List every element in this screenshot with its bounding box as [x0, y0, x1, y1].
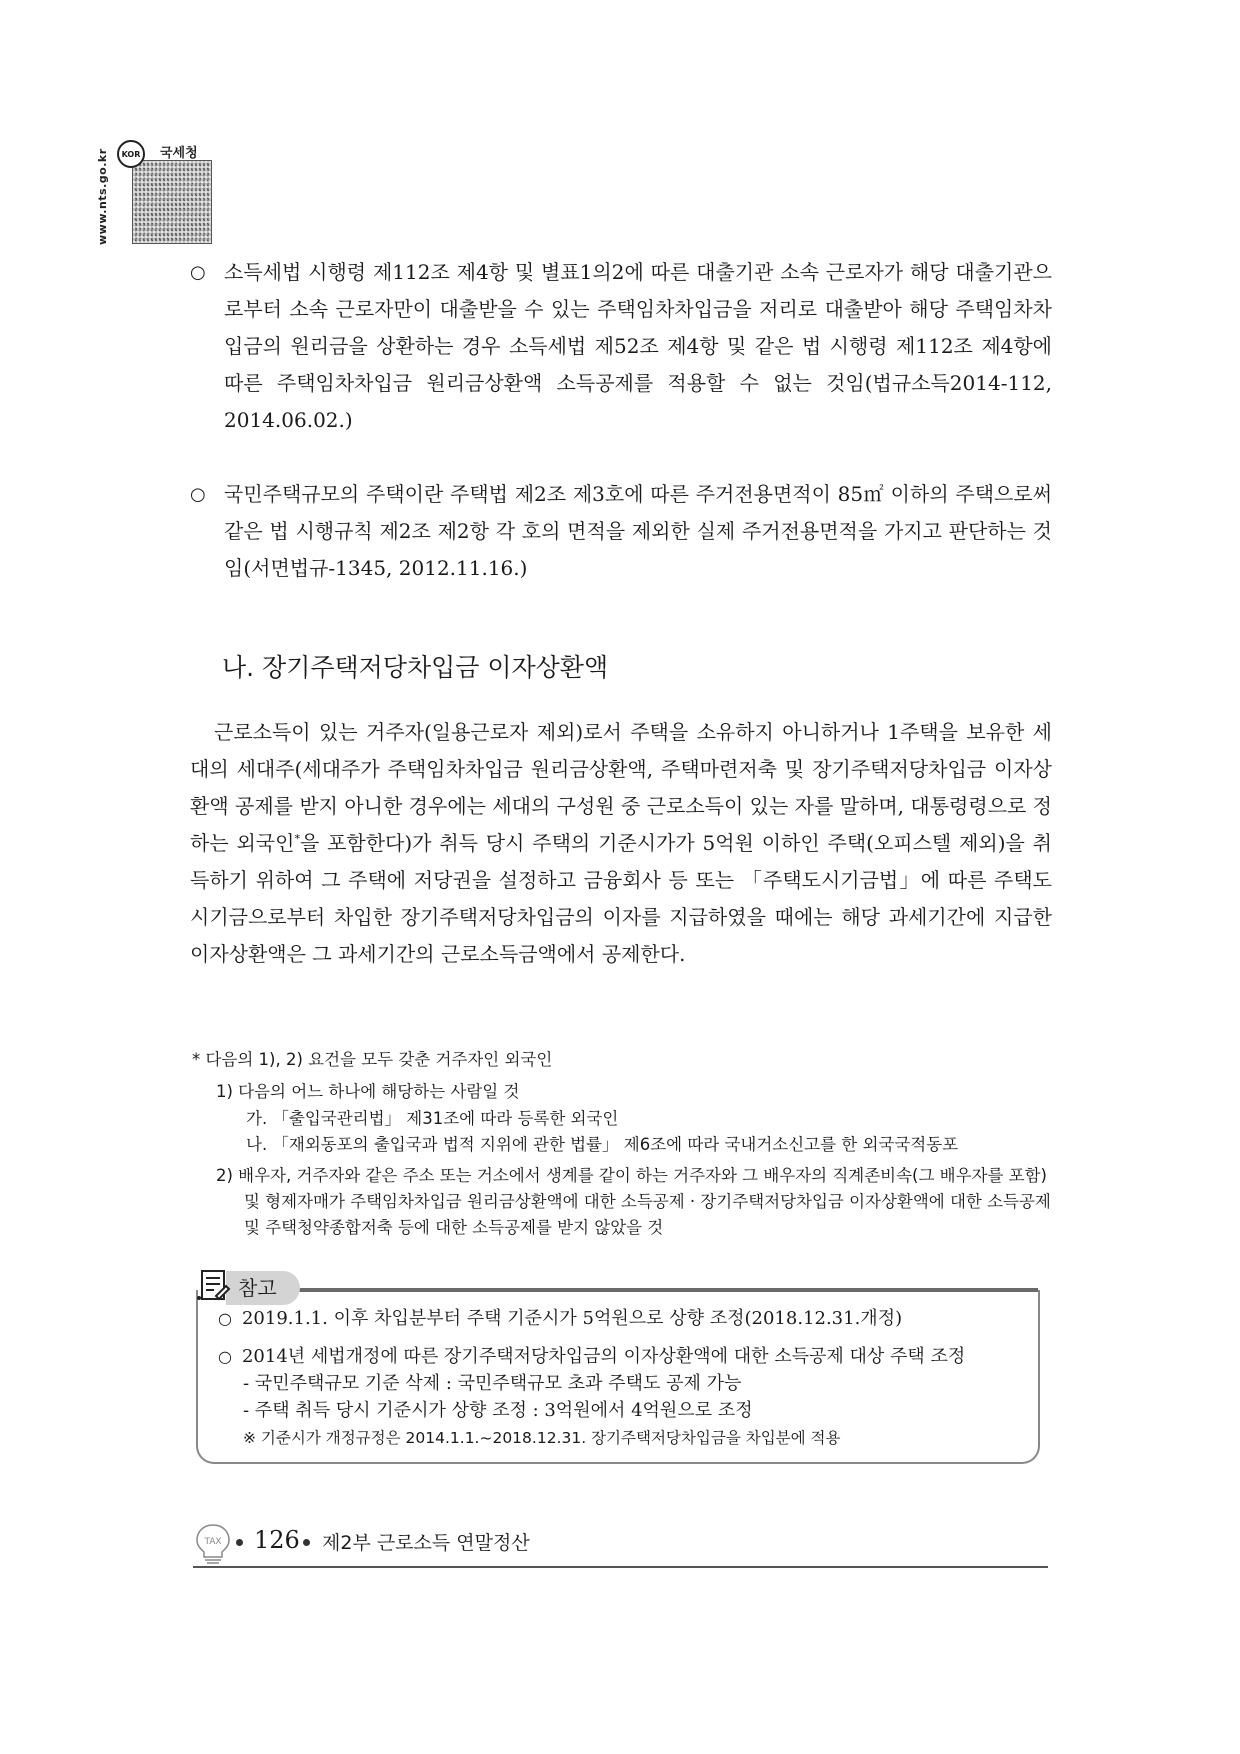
- note-icon: [196, 1268, 232, 1304]
- reference-dash-1: - 국민주택규모 기준 삭제 : 국민주택규모 초과 주택도 공제 가능: [243, 1373, 742, 1394]
- bullet-item: [190, 254, 1052, 439]
- main-text-after: 을 포함한다)가 취득 당시 주택의 기준시가가 5억원 이하인 주택(오피스텔 제외)을 취득하기 위하여 그 주택에 저당권을 설정하고 금융회사 등 또는 「주택도시기금법」에 따른 주택도시기금으로부터 차입한 장기주택저당차입금의 이자를 지급하였을 때에는 해당 과세기간에 지급한 이자상환액은 그 과세기간의 근로소득금액에서 공제한다.: [190, 831, 1052, 966]
- reference-title: 참고: [238, 1276, 277, 1300]
- circle-bullet-icon: ○: [218, 1309, 232, 1328]
- bullet-text: 소득세법 시행령 제112조 제4항 및 별표1의2에 따른 대출기관 소속 근로자가 해당 대출기관으로부터 소속 근로자만이 대출받을 수 있는 주택임차차입금을 저리로 대출받아 해당 주택임차차입금의 원리금을 상환하는 경우 소득세법 제52조 제4항 및 같은 법 시행령 제112조 제4항에 따른 주택임차차입금 원리금상환액 소득공제를 적용할 수 없는 것임(법규소득2014-112, 2014.06.02.): [224, 260, 1052, 432]
- footnote-item-1: 1) 다음의 어느 하나에 해당하는 사람일 것: [216, 1082, 520, 1101]
- reference-bullet-2: [218, 1343, 965, 1370]
- bullet-text: 국민주택규모의 주택이란 주택법 제2조 제3호에 따른 주거전용면적이 85㎡ 이하의 주택으로써 같은 법 시행규칙 제2조 제2항 각 호의 면적을 제외한 실제 주거전용면적을 가지고 판단하는 것임(서면법규-1345, 2012.11.16.): [224, 482, 1052, 580]
- agency-name: 국세청: [160, 146, 198, 161]
- kor-badge-icon: KOR: [117, 140, 145, 168]
- reference-bullet-2-text: 2014년 세법개정에 따른 장기주택저당차입금의 이자상환액에 대한 소득공제 대상 주택 조정: [241, 1346, 966, 1367]
- main-paragraph: [190, 714, 1052, 973]
- reference-header-rule: [296, 1288, 1038, 1292]
- page-number: 126: [254, 1526, 300, 1554]
- footnote-item-1b: 나. 「재외동포의 출입국과 법적 지위에 관한 법률」 제6조에 따라 국내거소신고를 한 외국국적동포: [246, 1135, 959, 1154]
- tax-lightbulb-icon: [193, 1522, 233, 1566]
- footnote-item-2-text: 2) 배우자, 거주자와 같은 주소 또는 거소에서 생계를 같이 하는 거주자와 그 배우자의 직계존비속(그 배우자를 포함) 및 형제자매가 주택임차차입금 원리금상환액에 대한 소득공제 · 장기주택저당차입금 이자상환액에 대한 소득공제 및 주택청약종합저축 등에 대한 소득공제를 받지 않았을 것: [216, 1166, 1051, 1237]
- footer-dot: [236, 1539, 243, 1546]
- section-title: 나. 장기주택저당차입금 이자상환액: [222, 653, 609, 682]
- footer-dot: [303, 1539, 310, 1546]
- footnote-item-2: [216, 1163, 1052, 1241]
- reference-bullet-1-text: 2019.1.1. 이후 차입분부터 주택 기준시가 5억원으로 상향 조정(2018.12.31.개정): [241, 1308, 903, 1329]
- footnote-marker: *: [294, 832, 300, 846]
- reference-bullet-1: [218, 1305, 902, 1332]
- main-text-before: 근로소득이 있는 거주자(일용근로자 제외)로서 주택을 소유하지 아니하거나 1주택을 보유한 세대의 세대주(세대주가 주택임차차입금 원리금상환액, 주택마련저축 및 장기주택저당차입금 이자상환액 공제를 받지 아니한 경우에는 세대의 구성원 중 근로소득이 있는 자를 말하며, 대통령령으로 정하는 외국인: [190, 720, 1052, 855]
- footnote-item-1a: 가. 「출입국관리법」 제31조에 따라 등록한 외국인: [246, 1109, 619, 1128]
- footer-rule: [193, 1566, 1048, 1568]
- footnote-heading: * 다음의 1), 2) 요건을 모두 갖춘 거주자인 외국인: [192, 1050, 553, 1069]
- circle-bullet-icon: ○: [218, 1347, 232, 1366]
- circle-bullet-icon: ○: [190, 484, 206, 505]
- circle-bullet-icon: ○: [190, 262, 206, 283]
- chapter-title: 제2부 근로소득 연말정산: [322, 1532, 530, 1554]
- tax-text: TAX: [204, 1537, 222, 1547]
- reference-dash-2: - 주택 취득 당시 기준시가 상향 조정 : 3억원에서 4억원으로 조정: [243, 1400, 753, 1421]
- site-url: www.nts.go.kr: [96, 148, 109, 245]
- reference-note: ※ 기준시가 개정규정은 2014.1.1.~2018.12.31. 장기주택저당차입금을 차입분에 적용: [243, 1429, 841, 1447]
- qr-code-icon: [132, 160, 212, 244]
- bullet-item: [190, 476, 1052, 587]
